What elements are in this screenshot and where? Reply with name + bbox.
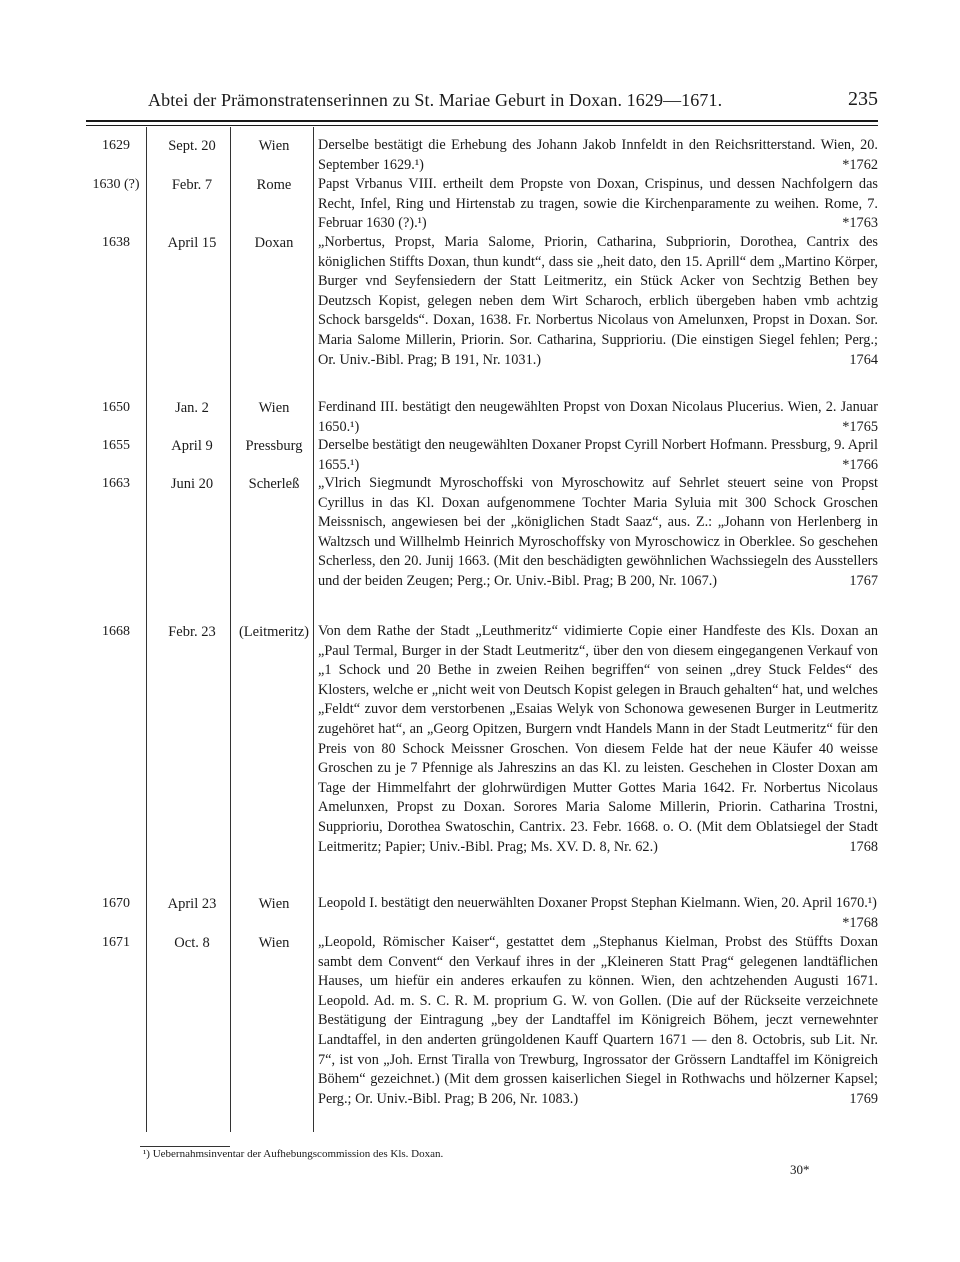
entry-date: Febr. 23 bbox=[168, 624, 216, 640]
column-divider-year bbox=[146, 127, 147, 1132]
footnote-text: Uebernahmsinventar der Aufhebungscommission des Kls. Doxan. bbox=[152, 1148, 444, 1160]
entry-number: 1768 bbox=[849, 838, 878, 855]
entry-text-block bbox=[318, 175, 878, 234]
entry-year: 1638 bbox=[102, 235, 130, 250]
entry-year: 1650 bbox=[102, 400, 130, 415]
entry-year: 1671 bbox=[102, 935, 130, 950]
entry-date: April 23 bbox=[167, 896, 217, 912]
entry-number: 1764 bbox=[849, 351, 878, 368]
entry-place: (Leitmeritz) bbox=[238, 624, 310, 640]
entry-text-block bbox=[318, 436, 878, 475]
entry-text: Papst Vrbanus VIII. ertheilt dem Propste von Doxan, Crispinus, und dessen Nachfolgern das Recht, Infel, Ring und Hirtenstab zu tragen, sowie die Kirchenparamente zu weihen. Rome, 7. Februar 1630 (?).¹) bbox=[318, 176, 878, 232]
entry-place: Rome bbox=[256, 177, 292, 193]
signature-mark: 30* bbox=[790, 1162, 810, 1177]
entry-date: Sept. 20 bbox=[168, 138, 216, 154]
entry-text-block bbox=[318, 933, 878, 1109]
entry-text: „Vlrich Siegmundt Myroschoffski von Myroschowitz auf Sehrlet steuert seine von Propst Cyrillus in das Kl. Doxan aufgenommene Tochter Maria Syluia mit 300 Schock Groschen Meissnisch, angewiesen bei der „königlichen Stadt Saaz“, aus. Z.: „Johann von Herlenberg in Waltzsch und Willhelmb Heinrich Myroschoffsky von Myroschowicz in Oberklee. So geschehen Scherless, den 20. Junij 1663. (Mit den beschädigten gewöhnlichen Wachssiegeln des Ausstellers und der beiden Zeugen; Perg.; Or. Univ.-Bibl. Prag; B 200, Nr. 1067.) bbox=[318, 475, 878, 589]
entry-place: Pressburg bbox=[245, 438, 303, 454]
entry-place: Wien bbox=[258, 400, 290, 416]
entry-date: April 9 bbox=[171, 438, 213, 454]
entry-year: 1629 bbox=[102, 138, 130, 153]
entry-year: 1668 bbox=[102, 624, 130, 639]
entry-year: 1670 bbox=[102, 896, 130, 911]
header-rule-thick bbox=[86, 120, 878, 122]
page-number: 235 bbox=[848, 88, 878, 110]
entry-place: Wien bbox=[258, 896, 290, 912]
entry-year: 1655 bbox=[102, 438, 130, 453]
footnote bbox=[143, 1148, 443, 1160]
entry-place: Wien bbox=[258, 935, 290, 951]
entry-date: April 15 bbox=[167, 235, 217, 251]
entry-place: Doxan bbox=[254, 235, 294, 251]
entry-number: *1763 bbox=[842, 215, 878, 232]
entry-text: Von dem Rathe der Stadt „Leuthmeritz“ vidimierte Copie einer Handfeste des Kls. Doxan an „Paul Termal, Burger in der Stadt Leutmeritz“, über den von diesem eingegangenen Verkauf von „1 Schock und 20 Bethe in zweien Reihen begriffen“ von seinen „drey Stuck Feldes“ des Klosters, welche er „nicht weit von Deutsch Kopist gelegen in Brauch gehalten“ hat, und welches „Feldt“ zuvor dem verstorbenen „Esaias Welyk von Schonowa gewesenen Burger in Leutmeritz zugehöret hat“, an „Georg Opitzen, Burgern vndt Handels Mann in der Stadt Leutmeritz“ für den Preis von 80 Schock Meissner Groschen. Von diesem Felde hat der neue Käufer 40 weisse Groschen zu je 7 Pfennige als Jahreszins an das Kl. zu leisten. Geschehen in Closter Doxan am Tage der Himmelfahrt der glohrwürdigen Mutter Gottes Maria 1642. Fr. Norbertus Nicolaus Amelunxen, Propst zu Doxan. Sorores Maria Salome Millerin, Priorin. Catharina Trostni, Supprioriu, Dorothea Swatoschin, Cantrix. 23. Febr. 1668. o. O. (Mit dem Oblatsiegel der Stadt Leitmeritz; Papier; Univ.-Bibl. Prag; Ms. XV. D. 8, Nr. 62.) bbox=[318, 623, 878, 855]
entry-text-block bbox=[318, 398, 878, 437]
entry-text-block bbox=[318, 894, 878, 933]
entry-number: *1768 bbox=[842, 914, 878, 931]
entry-date: Jan. 2 bbox=[175, 400, 209, 416]
entry-text-block bbox=[318, 622, 878, 857]
running-head bbox=[86, 88, 878, 118]
entry-number: *1765 bbox=[842, 418, 878, 435]
header-rule-thin bbox=[86, 125, 878, 126]
entry-text: „Norbertus, Propst, Maria Salome, Priorin, Catharina, Subpriorin, Dorothea, Cantrix des königlichen Stiffts Doxan, thun kundt“, dass sie „heit dato, den 15. Aprill“ dem „Martino Körper, Burger vnd Seyfensiedern der Statt Leitmeritz, ein Stück Acker von Sechtzig Bethen bey Deutzsch Kopist, gelegen neben dem Wirt Scharoch, erblich übergeben haben vmb achtzig Schock barsgelds“. Doxan, 1638. Fr. Norbertus Nicolaus von Amelunxen, Propst in Doxan. Sor. Maria Salome Millerin, Priorin. Sor. Catharina, Supprioriu. (Die einstigen Siegel fehlen; Perg.; Or. Univ.-Bibl. Prag; B 191, Nr. 1031.) bbox=[318, 234, 878, 368]
entry-text: Leopold I. bestätigt den neuerwählten Doxaner Propst Stephan Kielmann. Wien, 20. April 1670.¹) bbox=[318, 895, 877, 911]
entry-place: Wien bbox=[258, 138, 290, 154]
entry-date: Juni 20 bbox=[170, 476, 214, 492]
entry-place: Scherleß bbox=[248, 476, 300, 492]
entry-text-block bbox=[318, 233, 878, 370]
entry-date: Oct. 8 bbox=[174, 935, 210, 951]
footnote-rule bbox=[140, 1146, 230, 1147]
entry-year: 1663 bbox=[102, 476, 130, 491]
entry-number: 1769 bbox=[849, 1090, 878, 1107]
running-title: Abtei der Prämonstratenserinnen zu St. Mariae Geburt in Doxan. 1629—1671. bbox=[148, 90, 723, 110]
entry-text: Derselbe bestätigt den neugewählten Doxaner Propst Cyrill Norbert Hofmann. Pressburg, 9. April 1655.¹) bbox=[318, 437, 878, 473]
entry-number: *1762 bbox=[842, 156, 878, 173]
entry-text: „Leopold, Römischer Kaiser“, gestattet dem „Stephanus Kielman, Probst des Stüffts Doxan sambt dem Convent“ den Verkauf ihres in der „Kleineren Statt Prag“ gelegenen landtäflichen Hauses, um hiefür ein anderes erkaufen zu können. Wien, den achtzehenden Augusti 1671. Leopold. Ad. m. S. C. R. M. proprium G. W. von Gollen. (Die auf der Rückseite verzeichnete Bestätigung der Eintragung „bey der Landtaffel im Königreich Böhem, jeczt vernewehnter Landtaffel, in den anderten grüngoldenen Kauff Quartern 1671 — den 8. Octobris, sub Lit. Nr. 7“, ist von „Joh. Ernst Tiralla von Trewburg, Ingrossator der Grössern Landtaffel im Königreich Böhem“ gezeichnet.) (Mit dem grossen kaiserlichen Siegel in Rothwachs und hölzerner Kapsel; Perg.; Or. Univ.-Bibl. Prag; B 206, Nr. 1083.) bbox=[318, 934, 878, 1107]
entry-number: 1767 bbox=[849, 572, 878, 589]
entry-text-block bbox=[318, 136, 878, 175]
entry-text: Derselbe bestätigt die Erhebung des Johann Jakob Innfeldt in den Reichsritterstand. Wien, 20. September 1629.¹) bbox=[318, 137, 878, 173]
entry-year: 1630 (?) bbox=[92, 177, 140, 192]
entry-date: Febr. 7 bbox=[171, 177, 213, 193]
entry-text-block bbox=[318, 474, 878, 592]
entry-text: Ferdinand III. bestätigt den neugewählten Propst von Doxan Nicolaus Plucerius. Wien, 2. Januar 1650.¹) bbox=[318, 399, 878, 435]
entry-number: *1766 bbox=[842, 456, 878, 473]
footnote-marker: ¹) bbox=[143, 1148, 150, 1160]
